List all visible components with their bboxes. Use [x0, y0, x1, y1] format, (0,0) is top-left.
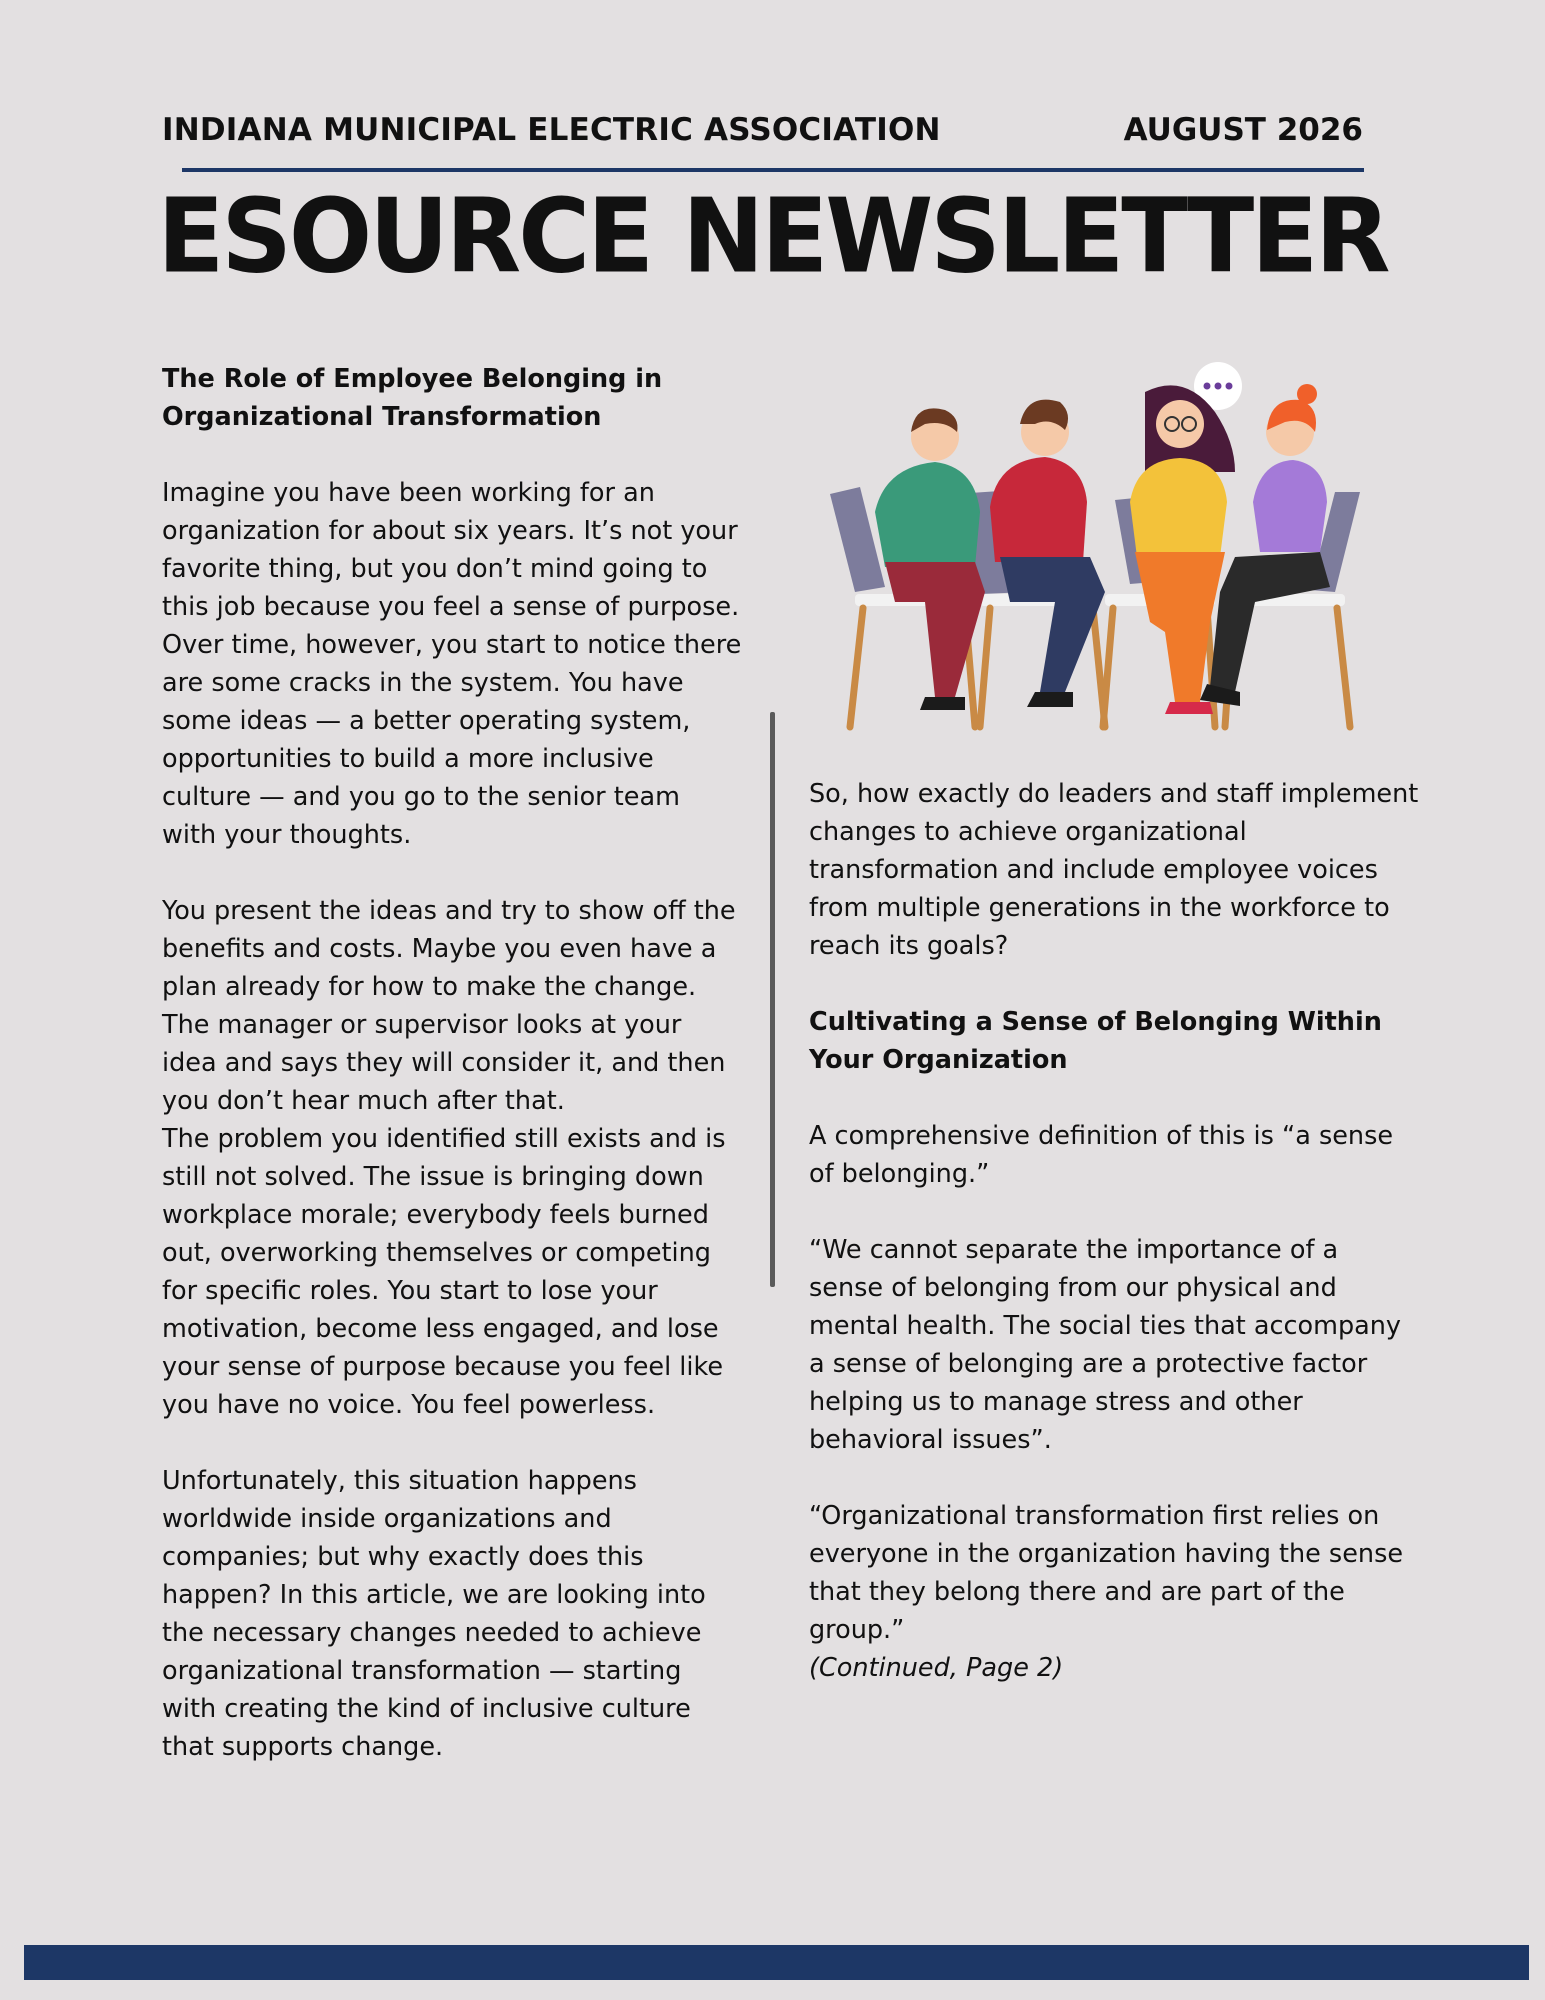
article-subheading-line1: Cultivating a Sense of Belonging Within — [809, 1007, 1382, 1037]
article-right-column — [809, 775, 1419, 1687]
article-paragraph: Imagine you have been working for an organization for about six years. It’s not your favorite thing, but you don’t mind going to this job because you feel a sense of purpose. Over time, however, you start to notice there are some cracks in the system. You have some ideas — a better operating system, opportunities to build a more inclusive culture — and you go to the senior team with your thoughts. — [162, 478, 742, 850]
header-rule — [182, 168, 1364, 172]
team-discussion-illustration — [815, 362, 1375, 742]
article-paragraph: You present the ideas and try to show off the benefits and costs. Maybe you even have a plan already for how to make the change. The manager or supervisor looks at your idea and says they will consider it, and then you don’t hear much after that. — [162, 896, 736, 1116]
article-paragraph: “Organizational transformation first relies on everyone in the organization having the sense that they belong there and are part of the group.” — [809, 1501, 1404, 1645]
article-paragraph: Unfortunately, this situation happens worldwide inside organizations and companies; but why exactly does this happen? In this article, we are looking into the necessary changes needed to achieve organizational transformation — starting with creating the kind of inclusive culture that supports change. — [162, 1466, 706, 1762]
article-heading — [162, 360, 742, 436]
footer-bar — [24, 1945, 1529, 1980]
article-left-column — [162, 360, 742, 1766]
article-paragraph: A comprehensive definition of this is “a sense of belonging.” — [809, 1121, 1394, 1189]
article-paragraph: The problem you identified still exists and is still not solved. The issue is bringing down workplace morale; everybody feels burned out, overworking themselves or competing for specific roles. You start to lose your motivation, become less engaged, and lose your sense of purpose because you feel like you have no voice. You feel powerless. — [162, 1124, 726, 1420]
organization-name: INDIANA MUNICIPAL ELECTRIC ASSOCIATION — [162, 112, 941, 148]
article-subheading — [809, 1003, 1419, 1079]
continued-note: (Continued, Page 2) — [809, 1653, 1064, 1683]
article-subheading-line2: Your Organization — [809, 1045, 1068, 1075]
article-paragraph: “We cannot separate the importance of a sense of belonging from our physical and mental health. The social ties that accompany a sense of belonging are a protective factor helping us to manage stress and other behavioral issues”. — [809, 1235, 1402, 1455]
article-paragraph: So, how exactly do leaders and staff implement changes to achieve organizational transformation and include employee voices from multiple generations in the workforce to reach its goals? — [809, 779, 1419, 961]
article-heading-line2: Organizational Transformation — [162, 402, 602, 432]
column-divider — [770, 712, 775, 1287]
issue-date: AUGUST 2026 — [1123, 112, 1363, 148]
article-heading-line1: The Role of Employee Belonging in — [162, 364, 663, 394]
newsletter-title: ESOURCE NEWSLETTER — [157, 177, 1388, 297]
